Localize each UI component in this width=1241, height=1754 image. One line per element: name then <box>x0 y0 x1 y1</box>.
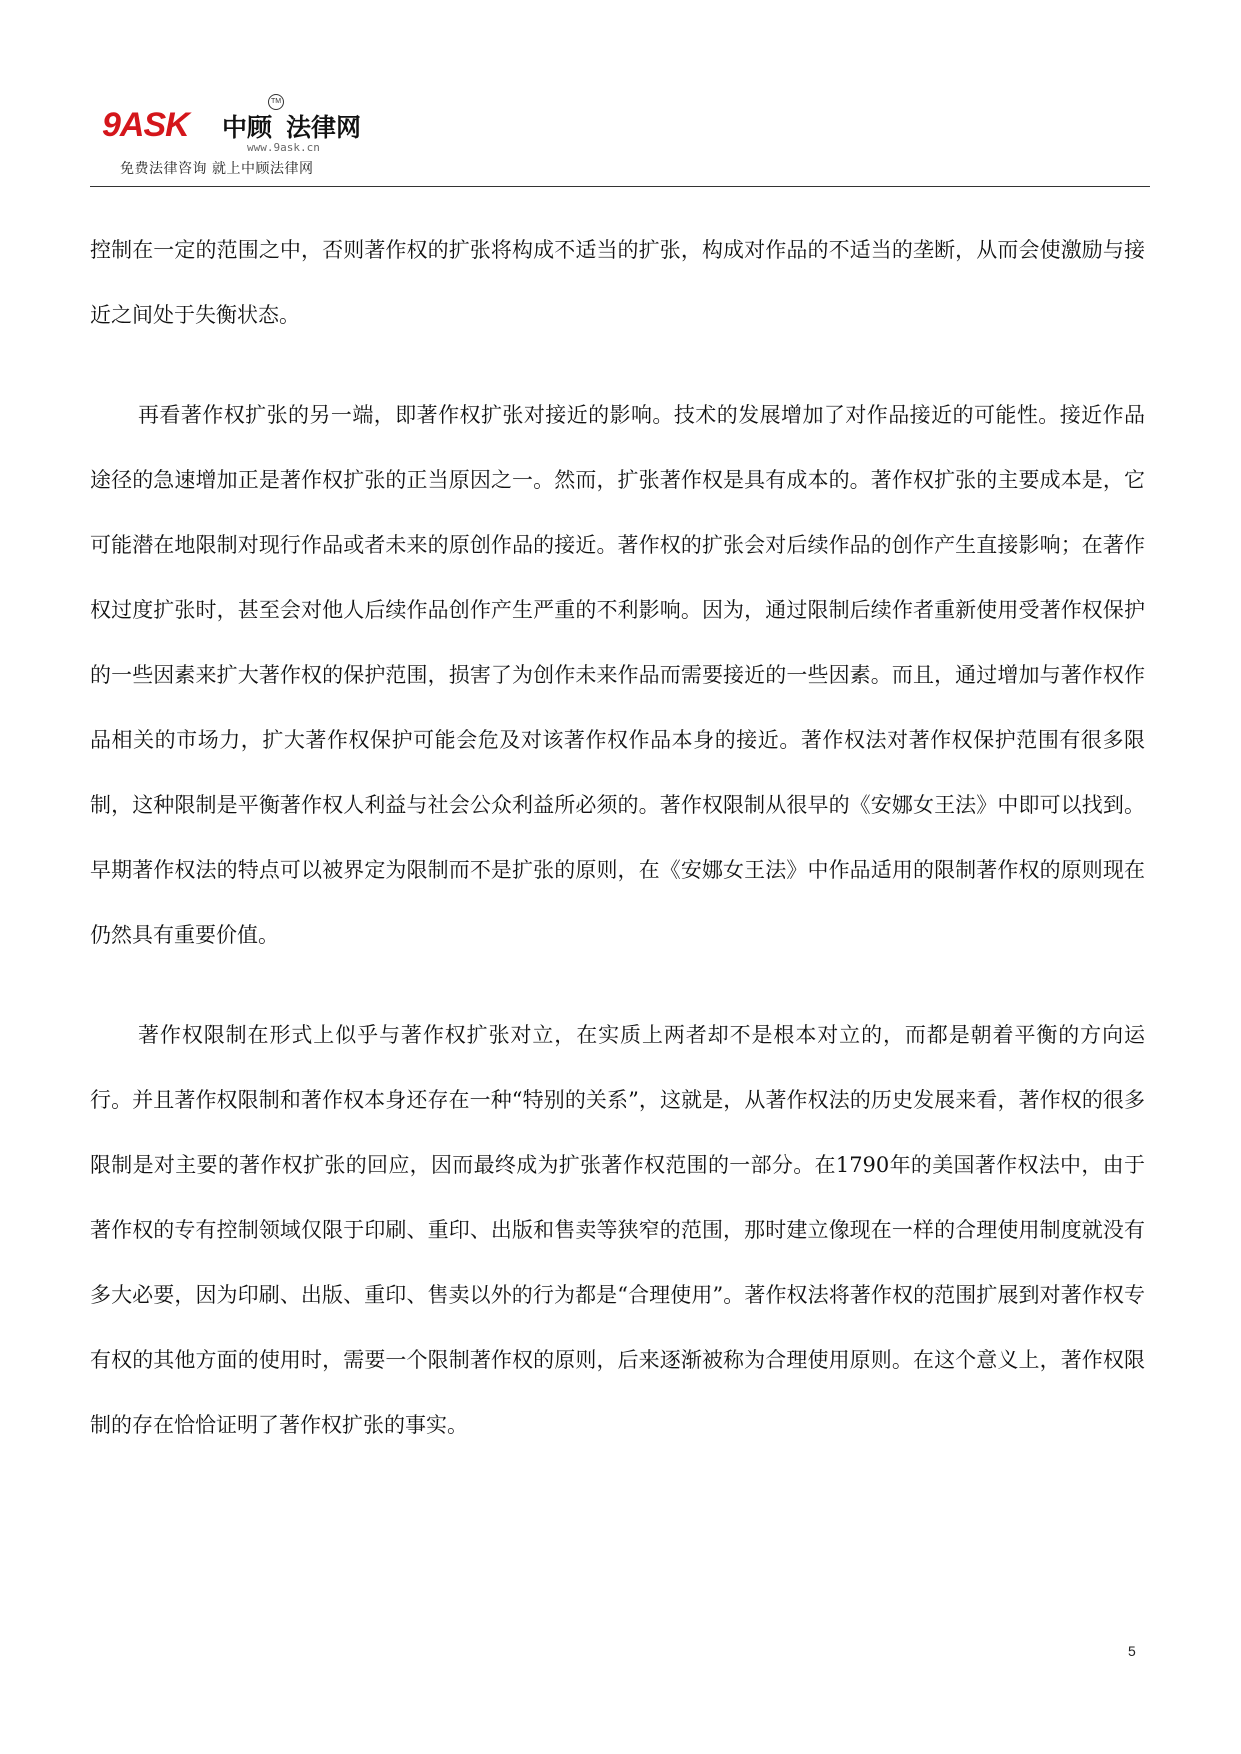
trademark-icon: TM <box>268 94 284 110</box>
paragraph-2: 再看著作权扩张的另一端，即著作权扩张对接近的影响。技术的发展增加了对作品接近的可能性。接近作品途径的急速增加正是著作权扩张的正当原因之一。然而，扩张著作权是具有成本的。著作权扩张的主要成本是，它可能潜在地限制对现行作品或者未来的原创作品的接近。著作权的扩张会对后续作品的创作产生直接影响；在著作权过度扩张时，甚至会对他人后续作品创作产生严重的不利影响。因为，通过限制后续作者重新使用受著作权保护的一些因素来扩大著作权的保护范围，损害了为创作未来作品而需要接近的一些因素。而且，通过增加与著作权作品相关的市场力，扩大著作权保护可能会危及对该著作权作品本身的接近。著作权法对著作权保护范围有很多限制，这种限制是平衡著作权人利益与社会公众利益所必须的。著作权限制从很早的《安娜女王法》中即可以找到。早期著作权法的特点可以被界定为限制而不是扩张的原则，在《安娜女王法》中作品适用的限制著作权的原则现在仍然具有重要价值。 <box>90 403 1145 947</box>
logo-mark: 9ASK <box>102 106 189 144</box>
paragraph-3: 著作权限制在形式上似乎与著作权扩张对立，在实质上两者却不是根本对立的，而都是朝着平衡的方向运行。并且著作权限制和著作权本身还存在一种“特别的关系”，这就是，从著作权法的历史发展来看，著作权的很多限制是对主要的著作权扩张的回应，因而最终成为扩张著作权范围的一部分。在1790年的美国著作权法中，由于著作权的专有控制领域仅限于印刷、重印、出版和售卖等狭窄的范围，那时建立像现在一样的合理使用制度就没有多大必要，因为印刷、出版、重印、售卖以外的行为都是“合理使用”。著作权法将著作权的范围扩展到对著作权专有权的其他方面的使用时，需要一个限制著作权的原则，后来逐渐被称为合理使用原则。在这个意义上，著作权限制的存在恰恰证明了著作权扩张的事实。 <box>90 1023 1145 1437</box>
logo-cn-part1: 中顾 <box>222 113 273 142</box>
page-header <box>90 88 1150 188</box>
paragraph-spacer <box>90 968 1145 1003</box>
header-tagline: 免费法律咨询 就上中顾法律网 <box>120 161 314 177</box>
logo-url: www.9ask.cn <box>247 141 320 154</box>
site-logo[interactable] <box>102 88 362 178</box>
logo-cn-part2: 法律网 <box>286 113 362 142</box>
paragraph-spacer <box>90 348 1145 383</box>
header-divider <box>90 186 1150 187</box>
document-body <box>90 218 1145 1458</box>
page-number: 5 <box>1128 1643 1136 1659</box>
paragraph-1: 控制在一定的范围之中，否则著作权的扩张将构成不适当的扩张，构成对作品的不适当的垄断，从而会使激励与接近之间处于失衡状态。 <box>90 238 1145 327</box>
logo-chinese-name <box>222 108 361 144</box>
